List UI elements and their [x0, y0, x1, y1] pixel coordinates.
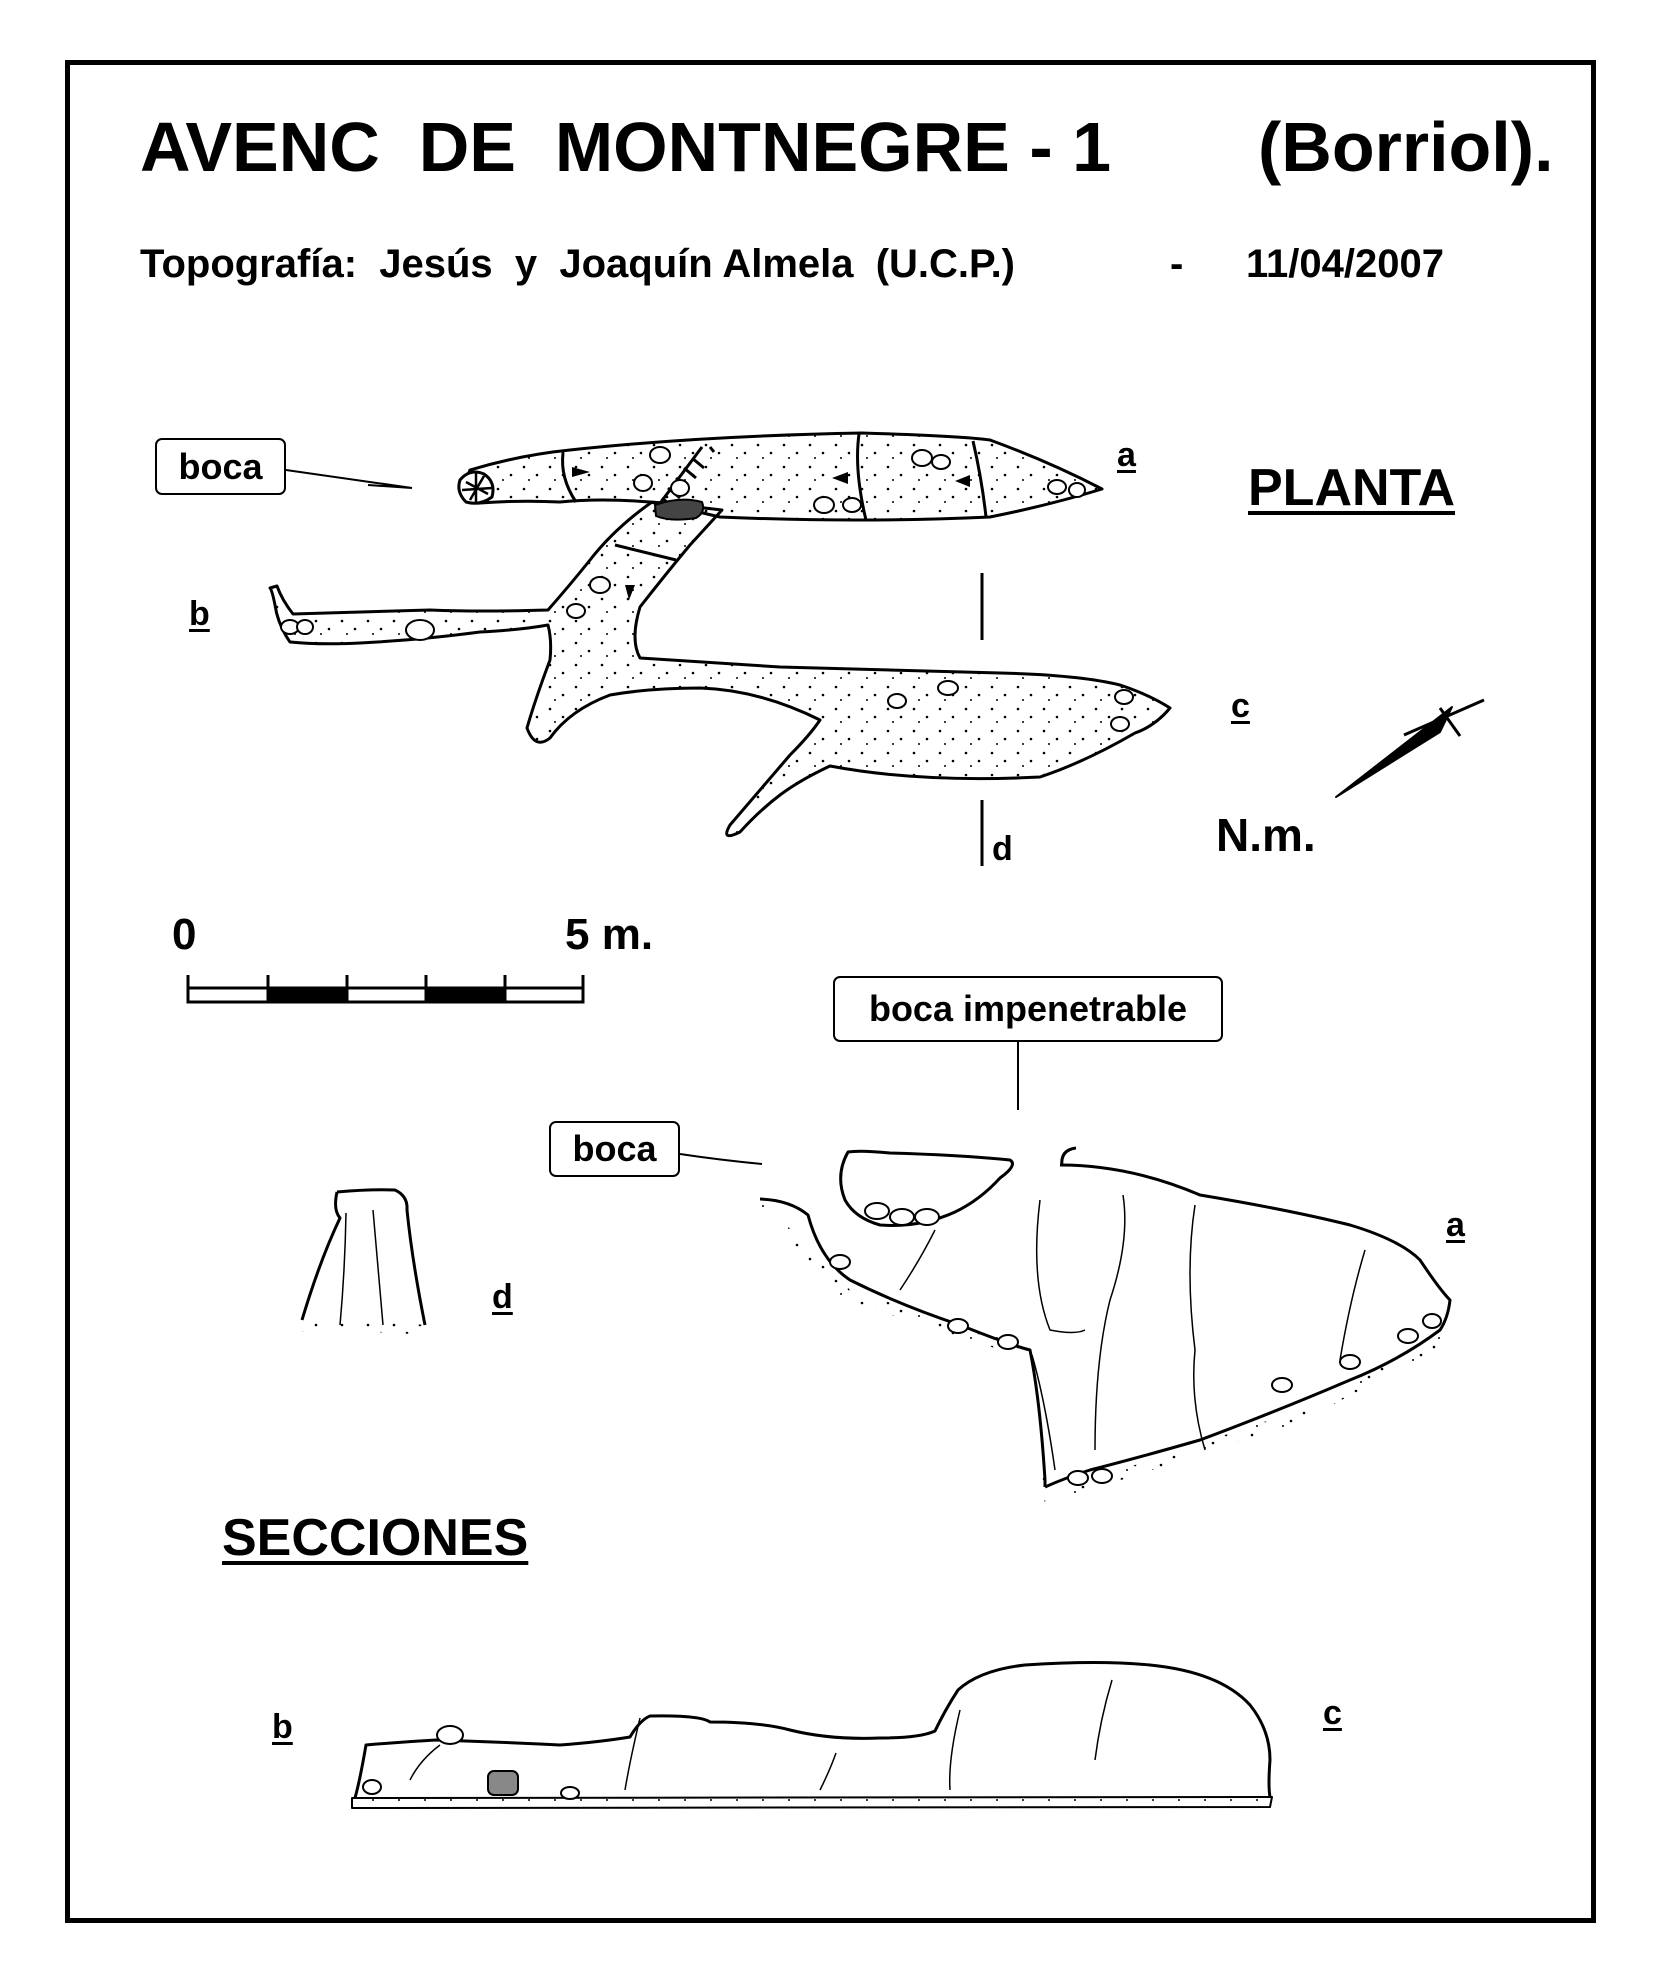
plan-block: [912, 450, 932, 466]
plan-block: [932, 455, 950, 469]
credit-separator: -: [1170, 242, 1184, 286]
plan-block: [814, 497, 834, 513]
plan-block-hatched: [655, 500, 703, 520]
section-d: [302, 1190, 425, 1335]
plan-heading: PLANTA: [1248, 459, 1456, 517]
plan-block: [888, 694, 906, 708]
plan-lower-passage: [270, 502, 1170, 836]
plan-block: [567, 604, 585, 618]
plan-point-a: a: [1117, 436, 1136, 474]
plan-block: [1111, 717, 1129, 731]
section-d-floor: [302, 1320, 425, 1335]
plan-block: [1115, 690, 1133, 704]
section-a: [680, 1042, 1450, 1505]
section-a-label: a: [1446, 1206, 1465, 1244]
plan-block: [1069, 483, 1085, 497]
scale-start-label: 0: [172, 910, 197, 959]
scale-end-label: 5 m.: [565, 910, 654, 959]
north-label: N.m.: [1216, 809, 1316, 861]
section-boca-callout: boca: [549, 1121, 680, 1177]
plan-upper-passage: [464, 433, 1102, 520]
plan-block: [843, 498, 861, 512]
plan-block: [938, 681, 958, 695]
section-bc: [352, 1663, 1272, 1809]
section-a-leader: [680, 1042, 1018, 1164]
section-d-label: d: [492, 1278, 513, 1316]
plan-block: [406, 620, 434, 640]
section-bc-floor: [352, 1797, 1272, 1808]
map-location: (Borriol).: [1258, 108, 1554, 186]
scale-bar: [188, 975, 583, 1002]
plan-point-c: c: [1231, 687, 1250, 725]
map-title: AVENC DE MONTNEGRE - 1: [140, 108, 1112, 186]
section-c-label: c: [1323, 1694, 1342, 1732]
survey-date: 11/04/2007: [1246, 242, 1444, 286]
plan-block: [590, 577, 610, 593]
survey-credit: Topografía: Jesús y Joaquín Almela (U.C.P.): [140, 242, 1015, 286]
plan-block: [634, 475, 652, 491]
plan-boca-leader: [286, 470, 412, 488]
plan-block: [297, 620, 313, 634]
plan-point-d: d: [992, 830, 1013, 868]
section-b-label: b: [272, 1708, 293, 1746]
sections-heading: SECCIONES: [222, 1509, 529, 1567]
plan-block: [1048, 480, 1066, 494]
plan-boca-callout: boca: [155, 438, 286, 495]
plan-block: [650, 447, 670, 463]
plan-point-b: b: [189, 595, 210, 633]
boca-impenetrable-callout: boca impenetrable: [833, 976, 1223, 1042]
plan-block: [671, 480, 689, 496]
